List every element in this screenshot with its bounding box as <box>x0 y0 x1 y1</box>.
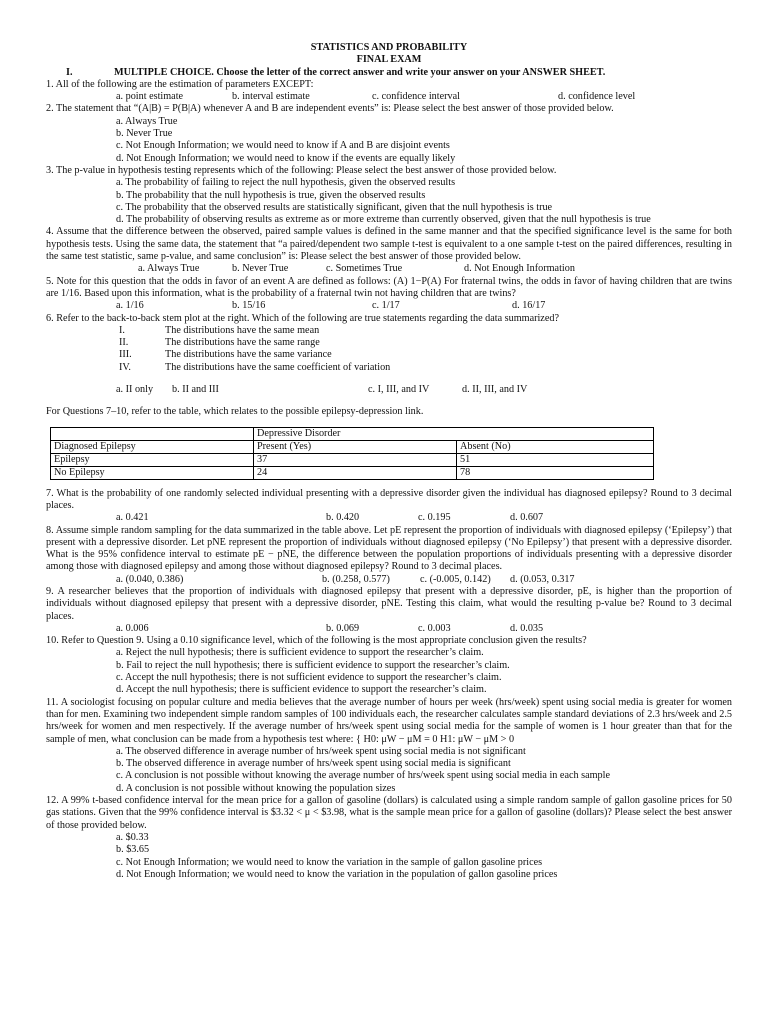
table-row <box>51 453 654 466</box>
choice-b: b. Never True <box>232 263 289 275</box>
question-4-choices <box>46 263 732 275</box>
choice-b: b. The observed difference in average number of hrs/week spent using social media is significant <box>116 758 511 770</box>
choice-d: d. 0.607 <box>510 512 544 524</box>
section-instructions: MULTIPLE CHOICE. Choose the letter of the correct answer and write your answer on your ANSWER SHEET. <box>114 66 606 78</box>
table-intro: For Questions 7–10, refer to the table, which relates to the possible epilepsy-depression link. <box>46 406 424 418</box>
question-5: 5. Note for this question that the odds in favor of an event A are defined as follows: (A) 1−P(A) For fraternal twins, the odds in favor of having children that are twins are 1/16. Based upon this information, what is the probability of a fraternal twin not having children that are twins? <box>46 275 732 299</box>
choice-b: b. II and III <box>172 384 219 396</box>
question-9-choices <box>46 623 732 635</box>
table-header: Present (Yes) <box>254 440 457 453</box>
question-1-choices <box>46 91 732 103</box>
choice-d: d. A conclusion is not possible without knowing the population sizes <box>116 782 396 794</box>
choice-b: b. The probability that the null hypothesis is true, given the observed results <box>116 189 426 201</box>
choice-a: a. Always True <box>138 263 200 275</box>
choice-c: c. 0.003 <box>418 622 451 634</box>
choice-a: a. 0.421 <box>116 512 149 524</box>
question-10: 10. Refer to Question 9. Using a 0.10 significance level, which of the following is the most appropriate conclusion given the results? <box>46 635 587 647</box>
choice-d: d. Accept the null hypothesis; there is sufficient evidence to support the researcher’s claim. <box>116 684 487 696</box>
choice-c: c. A conclusion is not possible without knowing the average number of hrs/week spent using social media in each sample <box>116 770 610 782</box>
table-header-top: Depressive Disorder <box>254 427 654 440</box>
choice-c: c. 1/17 <box>372 300 400 312</box>
choice-d: d. The probability of observing results as extreme as or more extreme than currently observed, given that the null hypothesis is true <box>116 214 651 226</box>
section-number: I. <box>66 66 73 78</box>
choice-c: c. Not Enough Information; we would need to know the variation in the sample of gallon gasoline prices <box>116 856 543 868</box>
choice-c: c. I, III, and IV <box>368 384 430 396</box>
choice-b: b. (0.258, 0.577) <box>322 573 390 585</box>
question-5-choices <box>46 300 732 312</box>
question-1: 1. All of the following are the estimation of parameters EXCEPT: <box>46 78 314 90</box>
choice-d: d. Not Enough Information; we would need to know the variation in the population of gallon gasoline prices <box>116 868 558 880</box>
table-row <box>51 440 654 453</box>
choice-c: c. Sometimes True <box>326 263 403 275</box>
table-header: Absent (No) <box>457 440 654 453</box>
question-8: 8. Assume simple random sampling for the data summarized in the table above. Let pE represent the proportion of individuals with diagnosed epilepsy (‘Epilepsy’) that present with a depressive disorder. Let pNE represent the proportion of individuals without diagnosed epilepsy (‘No Epilepsy’) that present with a depressive disorder. What is the 95% confidence interval to estimate pE − pNE, the difference between the population proportions of individuals presenting with a depressive disorder among those with diagnosed epilepsy and among those without diagnosed epilepsy? Round to 3 decimal places. <box>46 524 732 573</box>
exam-title: STATISTICS AND PROBABILITY <box>310 42 468 53</box>
table-row <box>51 466 654 479</box>
question-12: 12. A 99% t-based confidence interval for the mean price for a gallon of gasoline (dollars) is calculated using a simple random sample of gallon gasoline prices for 50 gas stations. Given that the 99% confidence interval is $3.32 < μ < $3.98, what is the sample mean price for a gallon of gasoline (dollars)? Please select the best answer of those provided below. <box>46 795 732 831</box>
choice-b: b. $3.65 <box>116 844 150 856</box>
epilepsy-depression-table <box>50 427 654 480</box>
choice-d: d. II, III, and IV <box>462 384 528 396</box>
table-cell: 78 <box>457 466 654 479</box>
choice-d: d. Not Enough Information <box>464 263 575 275</box>
table-cell: 24 <box>254 466 457 479</box>
question-8-choices <box>46 574 732 586</box>
choice-a: a. point estimate <box>116 91 184 103</box>
choice-b: b. 0.420 <box>326 512 360 524</box>
choice-b: b. 0.069 <box>326 622 360 634</box>
choice-d: d. Not Enough Information; we would need to know if the events are equally likely <box>116 152 456 164</box>
table-cell: Epilepsy <box>51 453 254 466</box>
choice-d: d. (0.053, 0.317 <box>510 573 575 585</box>
choice-a: a. 1/16 <box>116 300 144 312</box>
exam-page <box>46 42 732 881</box>
exam-subtitle: FINAL EXAM <box>356 54 422 66</box>
choice-c: c. Not Enough Information; we would need to know if A and B are disjoint events <box>116 140 450 152</box>
statement-2: II. The distributions have the same range <box>119 337 320 349</box>
choice-d: d. 16/17 <box>512 300 546 312</box>
choice-a: a. (0.040, 0.386) <box>116 573 184 585</box>
choice-c: c. 0.195 <box>418 512 451 524</box>
choice-a: a. Reject the null hypothesis; there is sufficient evidence to support the researcher’s claim. <box>116 647 484 659</box>
choice-a: a. Always True <box>116 115 178 127</box>
choice-b: b. Fail to reject the null hypothesis; there is sufficient evidence to support the researcher’s claim. <box>116 659 510 671</box>
table-cell-empty <box>51 427 254 440</box>
table-cell: 51 <box>457 453 654 466</box>
question-11: 11. A sociologist focusing on popular culture and media believes that the average number of hours per week (hrs/week) spent using social media is greater for women than for men. Examining two independent simple random samples of 100 individuals each, the researcher calculates sample standard deviations of 2.3 hrs/week and 2.5 hrs/week for women and men respectively. If the average number of hrs/week spent using social media for the sample of women is 1 hour greater than that for the sample of men, what conclusion can be made from a hypothesis test where: { H0: μW − μM = 0 H1: μW − μM > 0 <box>46 696 732 745</box>
choice-c: c. Accept the null hypothesis; there is not sufficient evidence to support the researcher’s claim. <box>116 672 502 684</box>
statement-1: I. The distributions have the same mean <box>119 324 320 336</box>
table-header: Diagnosed Epilepsy <box>51 440 254 453</box>
question-7: 7. What is the probability of one randomly selected individual presenting with a depressive disorder given the individual has diagnosed epilepsy? Round to 3 decimal places. <box>46 487 732 511</box>
question-9: 9. A researcher believes that the proportion of individuals with diagnosed epilepsy that present with a depressive disorder, pE, is higher than the proportion of individuals without diagnosed epilepsy that present with a depressive disorder, pNE. Testing this claim, what would the resulting p-value be? Round to 3 decimal places. <box>46 585 732 622</box>
statement-4: IV. The distributions have the same coefficient of variation <box>119 361 391 373</box>
choice-d: d. confidence level <box>558 91 636 103</box>
choice-a: a. 0.006 <box>116 622 149 634</box>
choice-a: a. $0.33 <box>116 831 149 843</box>
choice-a: a. The observed difference in average number of hrs/week spent using social media is not significant <box>116 745 526 757</box>
question-7-choices <box>46 512 732 524</box>
choice-a: a. II only <box>116 384 154 396</box>
choice-b: b. 15/16 <box>232 300 266 312</box>
choice-b: b. Never True <box>116 128 173 140</box>
statement-3: III. The distributions have the same variance <box>119 349 332 361</box>
choice-c: c. confidence interval <box>372 91 460 103</box>
table-row <box>51 427 654 440</box>
section-heading <box>46 67 732 79</box>
choice-c: c. (-0.005, 0.142) <box>420 573 491 585</box>
choice-a: a. The probability of failing to reject the null hypothesis, given the observed results <box>116 177 456 189</box>
table-cell: No Epilepsy <box>51 466 254 479</box>
question-2: 2. The statement that “(A|B) = P(B|A) whenever A and B are independent events” is: Please select the best answer of those provided below. <box>46 103 614 115</box>
question-4: 4. Assume that the difference between the observed, paired sample values is defined in the same manner and that the specified significance level is the same for both hypothesis tests. Using the same data, the statement that “a paired/dependent two sample t-test is equivalent to a one sample t-test on the paired differences, resulting in the same test statistic, same p-value, and same conclusion” is: Please select the best answer of those provided below. <box>46 226 732 263</box>
choice-b: b. interval estimate <box>232 91 310 103</box>
choice-c: c. The probability that the observed results are statistically significant, given that the null hypothesis is true <box>116 201 553 213</box>
question-3: 3. The p-value in hypothesis testing represents which of the following: Please select the best answer of those provided below. <box>46 164 557 176</box>
choice-d: d. 0.035 <box>510 622 544 634</box>
question-6: 6. Refer to the back-to-back stem plot at the right. Which of the following are true statements regarding the data summarized? <box>46 312 559 324</box>
table-cell: 37 <box>254 453 457 466</box>
question-6-choices <box>46 384 732 396</box>
